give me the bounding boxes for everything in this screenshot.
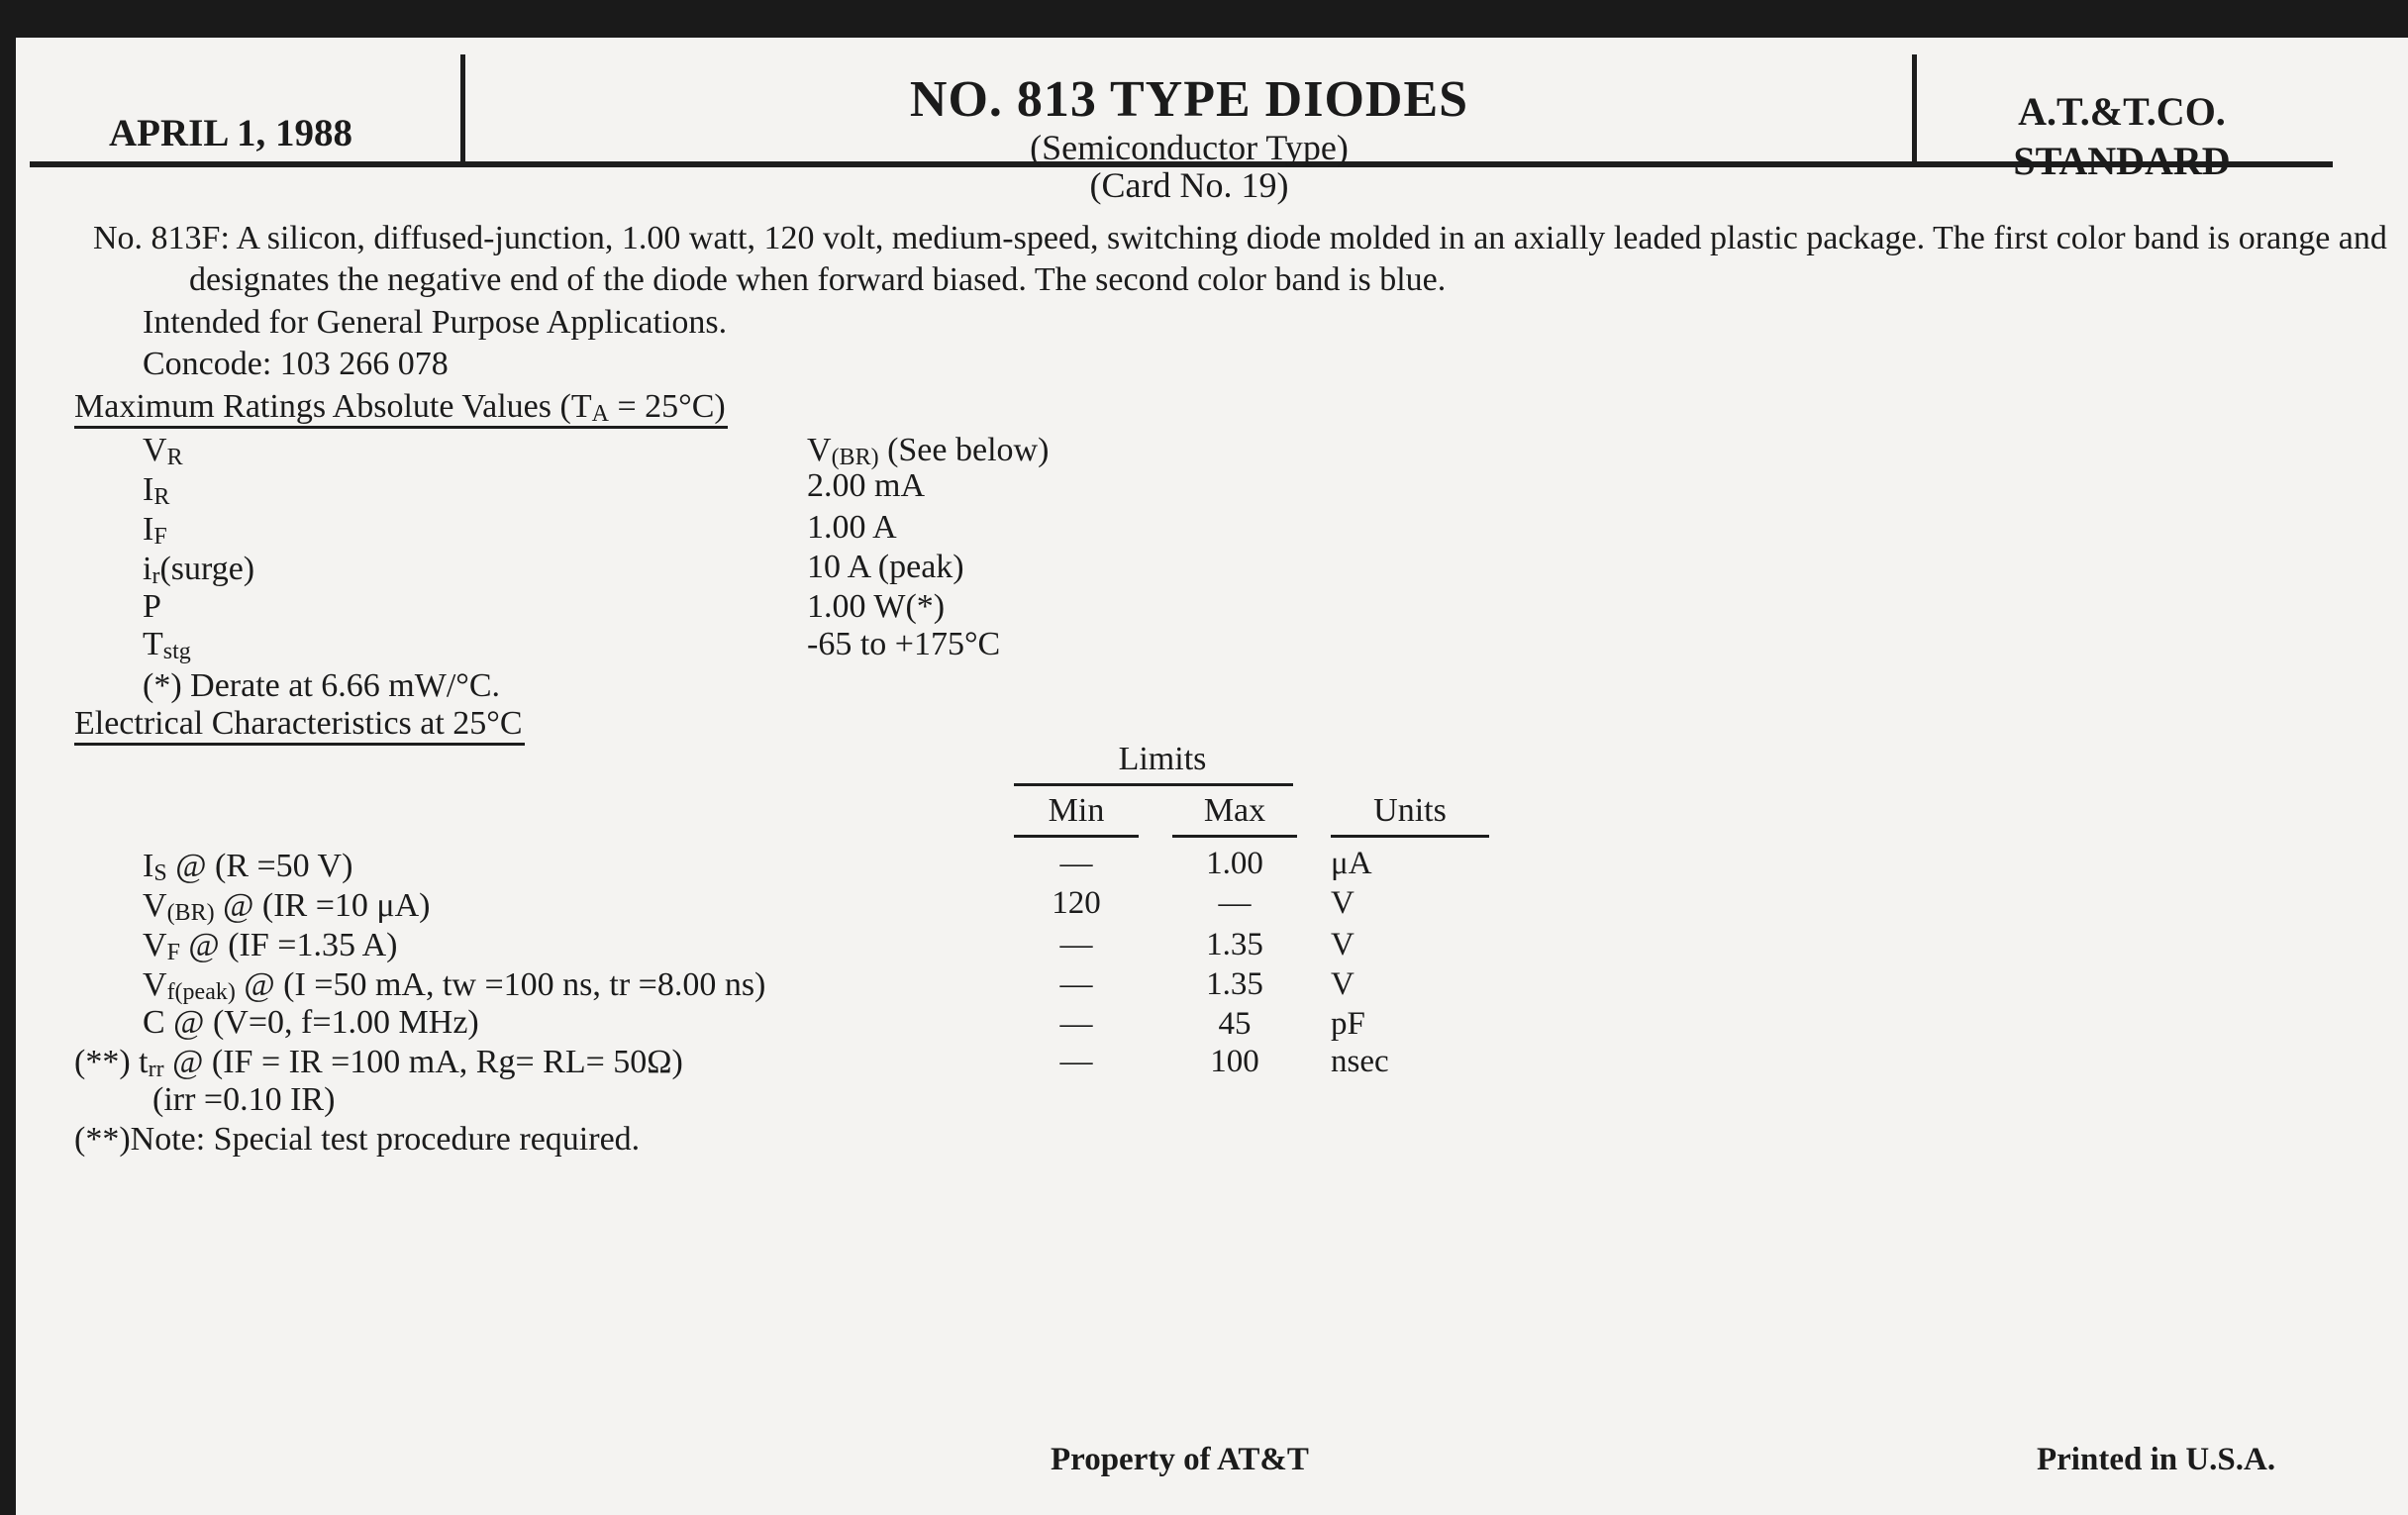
rating-p-value: 1.00 W(*) [807,588,946,625]
c-unit: pF [1331,1006,1365,1042]
vf-unit: V [1331,927,1354,962]
param-trr-cond2: (irr =0.10 IR) [152,1081,336,1118]
limits-rule [1014,783,1293,786]
max-ratings-heading: Maximum Ratings Absolute Values $(T_A = 25^\circ C)$ [74,388,726,427]
rating-if-value: 1.00 A [807,509,897,546]
trr-unit: nsec [1331,1044,1389,1079]
c-min: — [1059,1006,1093,1042]
is-max: 1.00 [1206,846,1263,881]
param-is: $I_S$ @ (R =50 V) [143,848,353,886]
printed-footer: Printed in U.S.A. [2037,1442,2276,1477]
rating-vr-value: $V_{(BR)}$ (See below) [807,432,1050,470]
vbr-unit: V [1331,885,1354,921]
vfpeak-unit: V [1331,966,1354,1002]
is-min: — [1059,846,1093,881]
title-main: NO. 813 TYPE DIODES [909,71,1469,128]
units-rule [1331,835,1489,838]
trr-min: — [1059,1044,1093,1079]
rating-tstg: $T_{stg}$ [143,626,191,664]
rating-isurge: $i_r(surge)$ [143,551,255,589]
rating-ir: $I_R$ [143,471,170,510]
max-rule [1172,835,1297,838]
vfpeak-max: 1.35 [1206,966,1263,1002]
rating-if: $I_F$ [143,511,167,550]
issue-date: APRIL 1, 1988 [109,112,352,154]
param-vbr: $V_{(BR)}$ @ (IR =10 μA) [143,887,431,926]
param-trr: (**) $t_{rr}$ @ (IF = IR =100 mA, Rg= RL= 50Ω) [74,1044,683,1082]
special-test-note: (**)Note: Special test procedure required. [74,1121,641,1158]
vf-min: — [1059,927,1093,962]
vf-max: 1.35 [1206,927,1263,962]
param-c: C @ (V=0, f=1.00 MHz) [143,1004,479,1041]
property-footer: Property of AT&T [1051,1442,1309,1477]
intended-use: Intended for General Purpose Applications. [143,304,728,341]
rating-isurge-value: 10 A (peak) [807,549,964,585]
max-heading: Max [1203,792,1266,829]
vbr-min: 120 [1052,885,1101,921]
trr-max: 100 [1210,1044,1259,1079]
rating-vr: $V_R$ [143,432,183,470]
c-max: 45 [1218,1006,1252,1042]
is-unit: μA [1331,846,1372,881]
vfpeak-min: — [1059,966,1093,1002]
param-vfpeak: $V_{f(peak)}$ @ (I =50 mA, tw =100 ns, tr =8.00 ns) [143,966,766,1005]
min-rule [1014,835,1139,838]
rating-tstg-value: -65 to +175°C [807,626,1001,662]
units-heading: Units [1373,792,1447,829]
header-separator-left [460,54,465,165]
rating-ir-value: 2.00 mA [807,467,925,504]
standard-label [1921,87,2323,186]
header-separator-right [1912,54,1917,165]
min-heading: Min [1048,792,1105,829]
standard-text: STANDARD [2013,139,2231,183]
param-vf: $V_F$ @ (IF =1.35 A) [143,927,398,965]
limits-heading: Limits [1118,741,1207,777]
title-subtitle: (Semiconductor Type) [1030,128,1349,167]
rating-p: P [143,588,161,625]
concode: Concode: 103 266 078 [143,346,449,382]
org-name: A.T.&T.CO. [2018,89,2226,134]
electrical-heading: Electrical Characteristics at 25°C [74,705,525,746]
vbr-max: — [1218,885,1252,921]
description-paragraph: No. 813F: A silicon, diffused-junction, 1.00 watt, 120 volt, medium-speed, switching diode molded in an axially leaded plastic package. The first color band is orange and designates the negative end of the diode when forward biased. The second color band is blue. [93,220,2387,298]
card-number: (Card No. 19) [1089,165,1289,205]
document-title [466,71,1912,204]
derate-note: (*) Derate at 6.66 mW/°C. [143,667,501,704]
